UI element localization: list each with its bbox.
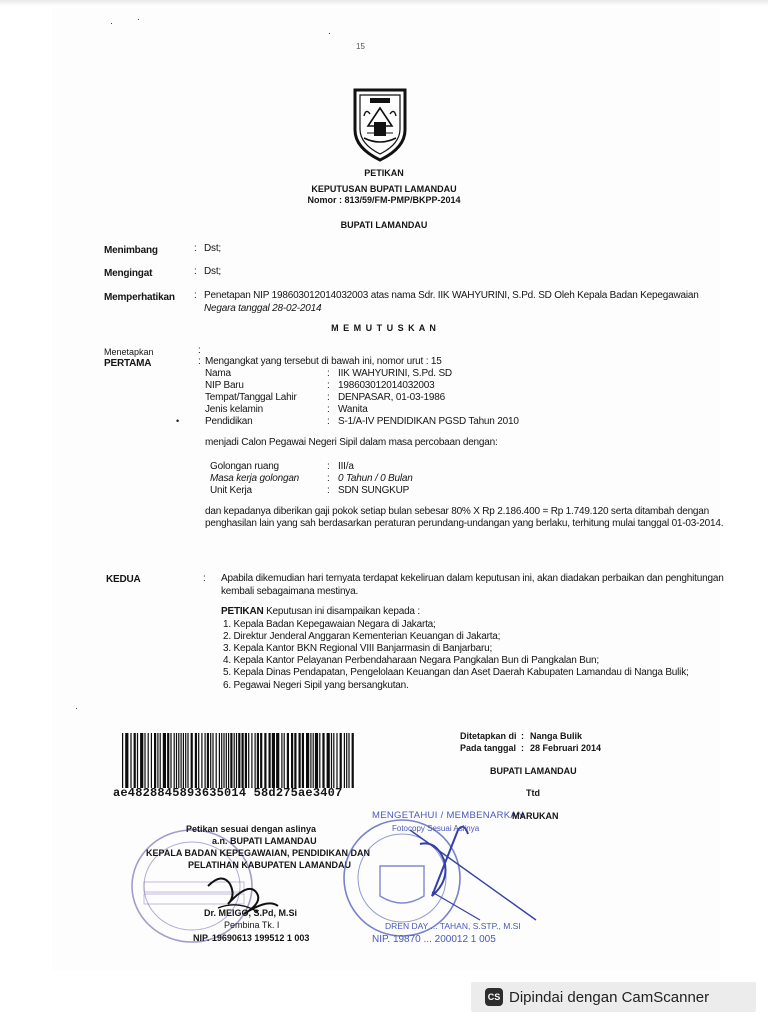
barcode-bar — [234, 733, 235, 788]
recipient-item: 2. Direktur Jenderal Anggaran Kementerian Keuangan di Jakarta; — [223, 631, 501, 642]
barcode-bar — [310, 733, 311, 788]
barcode-bar — [284, 733, 285, 788]
salinan-line4: PELATIHAN KABUPATEN LAMANDAU — [188, 860, 351, 870]
barcode-bar — [167, 733, 169, 788]
barcode-bar — [260, 733, 262, 788]
decree-number: Nomor : 813/59/FM-PMP/BKPP-2014 — [307, 195, 461, 205]
barcode-bar — [287, 733, 289, 788]
barcode-bar — [281, 733, 282, 788]
barcode-bar — [187, 733, 188, 788]
scan-speck: • — [176, 416, 180, 426]
barcode-bar — [336, 733, 337, 788]
barcode-bar — [255, 733, 256, 788]
barcode-number: ae4828845893635014 58d275ae3407 — [113, 786, 343, 800]
scan-speck: · — [137, 14, 140, 24]
scan-speck: · — [328, 28, 331, 38]
barcode-bar — [248, 733, 249, 788]
barcode-bar — [230, 733, 232, 788]
ditetapkan-colon: : — [521, 731, 524, 741]
rank-colon: : — [327, 473, 330, 484]
barcode-bar — [178, 733, 179, 788]
recipient-item: 5. Kepala Dinas Pendapatan, Pengelolaan Keuangan dan Aset Daerah Kabupaten Lamandau di Nanga Bulik; — [223, 667, 689, 678]
ditetapkan-place: Nanga Bulik — [530, 731, 583, 741]
field-colon: : — [327, 416, 330, 427]
memperhatikan-line2: Negara tanggal 28-02-2014 — [204, 303, 322, 314]
barcode-bar — [348, 733, 349, 788]
barcode-bar — [181, 733, 182, 788]
barcode-bar — [272, 733, 275, 788]
barcode-bar — [144, 733, 145, 788]
barcode-bar — [163, 733, 166, 788]
menimbang-colon: : — [194, 243, 197, 254]
mengingat-label: Mengingat — [104, 268, 153, 279]
ttd-mark: Ttd — [526, 788, 540, 798]
barcode-bar — [315, 733, 318, 788]
barcode-bar — [269, 733, 271, 788]
barcode-bar — [276, 733, 279, 788]
kedua-colon: : — [203, 573, 206, 584]
barcode-bar — [148, 733, 149, 788]
barcode-bar — [125, 733, 128, 788]
tanggal-colon: : — [521, 743, 524, 753]
stamp-right-name: DREN DAY ... TAHAN, S.STP., M.SI — [385, 921, 521, 931]
rank-value-masa-kerja: 0 Tahun / 0 Bulan — [338, 473, 413, 484]
field-colon: : — [327, 404, 330, 415]
memperhatikan-label: Memperhatikan — [104, 292, 175, 303]
memutuskan-heading: M E M U T U S K A N — [331, 323, 437, 333]
pertama-label: PERTAMA — [104, 358, 152, 369]
tanggal-label: Pada tanggal — [460, 743, 517, 753]
barcode-bar — [210, 733, 211, 788]
recipient-item: 1. Kepala Badan Kepegawaian Negara di Jakarta; — [223, 619, 436, 630]
salary-line2: penghasilan lain yang sah berdasarkan peraturan perundang-undangan yang berlaku, terhitung mulai tanggal 01-03-2014. — [205, 518, 724, 529]
rank-value-unit: SDN SUNGKUP — [338, 485, 410, 496]
barcode-bar — [201, 733, 202, 788]
barcode-bar — [207, 733, 209, 788]
field-key: Jenis kelamin — [205, 404, 263, 415]
rank-key: Unit Kerja — [210, 485, 252, 496]
scan-speck: · — [110, 18, 113, 28]
barcode-bar — [130, 733, 131, 788]
recipient-item: 3. Kepala Kantor BKN Regional VIII Banjarmasin di Banjarbaru; — [223, 643, 493, 654]
field-key: Pendidikan — [205, 416, 253, 427]
field-value-nama: IIK WAHYURINI, S.Pd. SD — [338, 368, 452, 379]
ditetapkan-label: Ditetapkan di — [460, 731, 517, 741]
menimbang-label: Menimbang — [104, 245, 158, 256]
camscanner-watermark — [471, 982, 756, 1012]
field-key: Tempat/Tanggal Lahir — [205, 392, 297, 403]
field-key: Nama — [205, 368, 231, 379]
barcode-bar — [313, 733, 314, 788]
barcode-bar — [346, 733, 347, 788]
barcode-bar — [212, 733, 213, 788]
barcode-bar — [242, 733, 244, 788]
menetapkan-label: Menetapkan — [104, 347, 154, 357]
memperhatikan-line1: Penetapan NIP 198603012014032003 atas nama Sdr. IIK WAHYURINI, S.Pd. SD Oleh Kepala Badan Kepegawaian — [204, 290, 699, 301]
barcode-bar — [291, 733, 293, 788]
barcode-bar — [195, 733, 197, 788]
barcode-bar — [183, 733, 184, 788]
kedua-label: KEDUA — [106, 574, 141, 585]
field-value-education: S-1/A-IV PENDIDIKAN PGSD Tahun 2010 — [338, 416, 519, 427]
rank-value-golongan: III/a — [338, 461, 354, 472]
salinan-line3: KEPALA BADAN KEPEGAWAIAN, PENDIDIKAN DAN — [146, 848, 371, 858]
barcode-bar — [185, 733, 186, 788]
barcode-bar — [264, 733, 266, 788]
barcode-bar — [216, 733, 217, 788]
barcode-image — [120, 733, 358, 788]
recipient-item: 6. Pegawai Negeri Sipil yang bersangkutan. — [223, 680, 409, 691]
barcode-bar — [134, 733, 136, 788]
barcode-bar — [352, 733, 354, 788]
menimbang-value: Dst; — [204, 243, 221, 254]
decree-title: KEPUTUSAN BUPATI LAMANDAU — [311, 184, 457, 194]
barcode-bar — [140, 733, 143, 788]
pertama-intro: Mengangkat yang tersebut di bawah ini, nomor urut : 15 — [205, 356, 442, 367]
field-colon: : — [327, 368, 330, 379]
salinan-line2: a.n. BUPATI LAMANDAU — [212, 836, 317, 846]
barcode-bar — [294, 733, 296, 788]
barcode-bar — [198, 733, 199, 788]
field-value-nip: 198603012014032003 — [338, 380, 435, 391]
pertama-colon: : — [198, 356, 201, 367]
camscanner-logo-icon: CS — [485, 988, 503, 1006]
mengingat-colon: : — [194, 266, 197, 277]
rank-key: Golongan ruang — [210, 461, 279, 472]
petikan-distribution-heading — [221, 605, 420, 618]
barcode-bar — [157, 733, 158, 788]
barcode-bar — [257, 733, 259, 788]
document-title: PETIKAN — [364, 168, 404, 178]
petikan-rest: Keputusan ini disampaikan kepada : — [263, 606, 420, 617]
rank-key: Masa kerja golongan — [210, 473, 300, 484]
kedua-line2: kembali sebagaimana mestinya. — [221, 586, 359, 597]
rank-colon: : — [327, 461, 330, 472]
barcode-bar — [160, 733, 161, 788]
tanggal-value: 28 Februari 2014 — [530, 743, 602, 753]
stamp-right-nip: NIP. 19870 ... 200012 1 005 — [372, 934, 496, 945]
field-colon: : — [327, 392, 330, 403]
stamp-right-overprint: MARUKAN — [512, 811, 559, 821]
barcode-bar — [191, 733, 193, 788]
stamp-right-sub: Fotocopy Sesuai Aslinya — [392, 824, 480, 833]
field-value-birth: DENPASAR, 01-03-1986 — [338, 392, 445, 403]
barcode-bar — [344, 733, 345, 788]
barcode-bar — [137, 733, 138, 788]
signer-rank: Pembina Tk. I — [224, 920, 280, 930]
scan-top-edge — [0, 0, 768, 6]
salinan-line1: Petikan sesuai dengan aslinya — [186, 824, 317, 834]
barcode-bar — [151, 733, 152, 788]
menetapkan-colon: : — [198, 345, 201, 356]
petikan-bold: PETIKAN — [221, 606, 264, 617]
barcode-bar — [154, 733, 156, 788]
field-colon: : — [327, 380, 330, 391]
barcode-bar — [245, 733, 247, 788]
barcode-bar — [228, 733, 229, 788]
barcode-bar — [327, 733, 330, 788]
barcode-bar — [176, 733, 177, 788]
barcode-bar — [302, 733, 304, 788]
barcode-bar — [205, 733, 206, 788]
field-key: NIP Baru — [205, 380, 244, 391]
barcode-bar — [322, 733, 324, 788]
scan-speck: · — [75, 703, 78, 713]
barcode-bar — [299, 733, 301, 788]
salary-line1: dan kepadanya diberikan gaji pokok setiap bulan sebesar 80% X Rp 2.186.400 = Rp 1.749.120 serta ditambah dengan — [205, 506, 710, 517]
lamandau-coat-of-arms-icon — [350, 86, 410, 162]
barcode-bar — [236, 733, 237, 788]
signer-name: Dr. MEIGO, S.Pd, M.Si — [204, 908, 298, 918]
barcode-bar — [174, 733, 175, 788]
barcode-bar — [238, 733, 240, 788]
barcode-bar — [170, 733, 171, 788]
field-value-gender: Wanita — [338, 404, 368, 415]
barcode-bar — [226, 733, 227, 788]
barcode-bar — [251, 733, 252, 788]
barcode-bar — [219, 733, 220, 788]
kedua-line1: Apabila dikemudian hari ternyata terdapat kekeliruan dalam keputusan ini, akan diadakan perbaikan dan penghitungan — [221, 573, 724, 584]
barcode-bar — [221, 733, 222, 788]
probation-text: menjadi Calon Pegawai Negeri Sipil dalam masa percobaan dengan: — [205, 437, 498, 448]
stamp-right-header: MENGETAHUI / MEMBENARKAN — [372, 810, 525, 821]
camscanner-text: Dipindai dengan CamScanner — [509, 988, 710, 1006]
barcode-bar — [333, 733, 334, 788]
rank-colon: : — [327, 485, 330, 496]
recipient-item: 4. Kepala Kantor Pelayanan Perbendaharaan Negara Pangkalan Bun di Pangkalan Bun; — [223, 655, 599, 666]
signer-nip: NIP. 19690613 199512 1 003 — [193, 933, 310, 943]
barcode-bar — [331, 733, 332, 788]
barcode-bar — [306, 733, 309, 788]
authority-heading: BUPATI LAMANDAU — [340, 220, 428, 230]
barcode-bar — [223, 733, 224, 788]
scan-mark: 15 — [356, 42, 365, 51]
barcode-bar — [122, 733, 123, 788]
memperhatikan-colon: : — [194, 290, 197, 301]
barcode-bar — [340, 733, 342, 788]
barcode-bar — [319, 733, 320, 788]
signing-authority: BUPATI LAMANDAU — [490, 766, 577, 776]
mengingat-value: Dst; — [204, 266, 221, 277]
